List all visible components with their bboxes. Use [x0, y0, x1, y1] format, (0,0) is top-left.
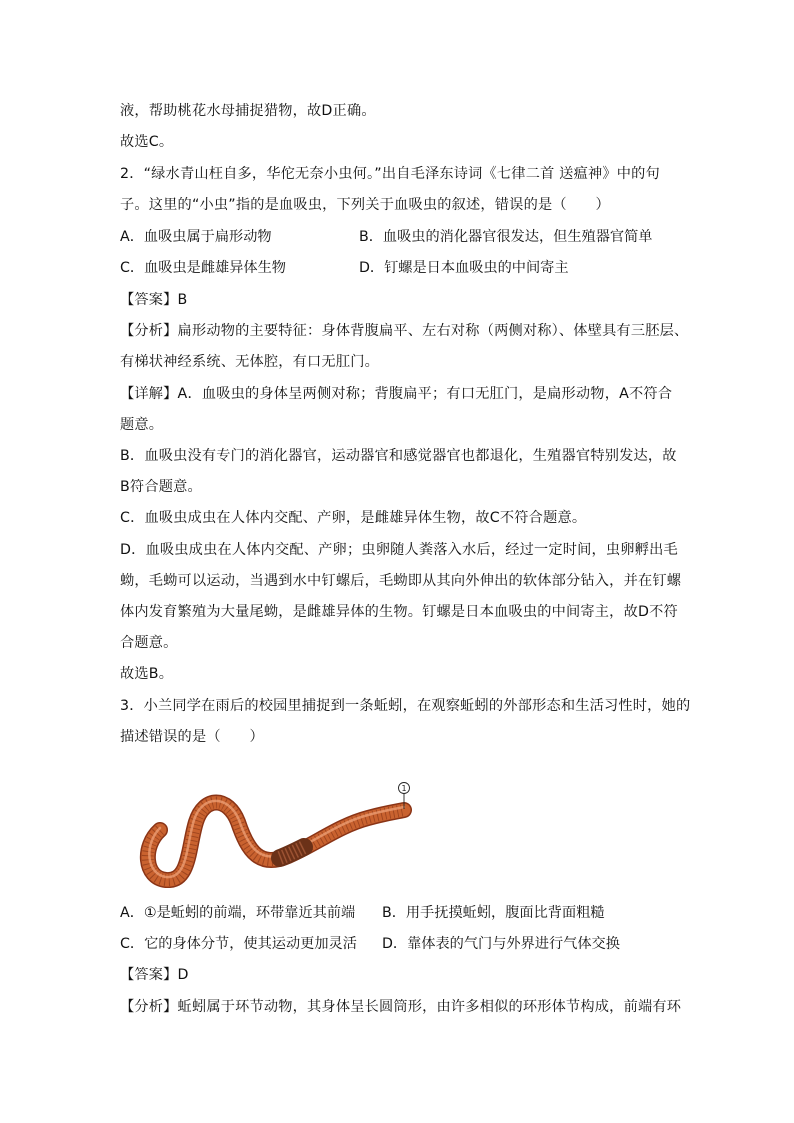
- label-marker-text: 1: [401, 784, 407, 793]
- earthworm-illustration: [138, 778, 428, 888]
- q3-option-b: B．用手抚摸蚯蚓，腹面比背面粗糙: [382, 905, 605, 921]
- question-2-stem: 子。这里的“小虫”指的是血吸虫，下列关于血吸虫的叙述，错误的是（ ）: [120, 197, 610, 213]
- detail-text: D．血吸虫成虫在人体内交配、产卵；虫卵随人粪落入水后，经过一定时间，虫卵孵出毛: [120, 542, 678, 558]
- text-line: 故选C。: [120, 134, 174, 150]
- detail-text: B．血吸虫没有专门的消化器官，运动器官和感觉器官也都退化，生殖器官特别发达，故: [120, 448, 677, 464]
- detail-text: 题意。: [120, 417, 164, 433]
- text-line: 液，帮助桃花水母捕捉猎物，故D正确。: [120, 103, 376, 119]
- analysis-text: 【分析】蚯蚓属于环节动物，其身体呈长圆筒形，由许多相似的环形体节构成，前端有环: [120, 999, 682, 1015]
- q2-option-a: A．血吸虫属于扁形动物: [120, 229, 272, 245]
- question-2-stem: 2．“绿水青山枉自多，华佗无奈小虫何。”出自毛泽东诗词《七律二首 送瘟神》中的句: [120, 166, 660, 182]
- analysis-text: 【分析】扁形动物的主要特征：身体背腹扁平、左右对称（两侧对称）、体壁具有三胚层、: [120, 323, 689, 339]
- q2-option-b: B．血吸虫的消化器官很发达，但生殖器官简单: [359, 229, 653, 245]
- question-3-stem: 3．小兰同学在雨后的校园里捕捉到一条蚯蚓，在观察蚯蚓的外部形态和生活习性时，她的: [120, 698, 691, 714]
- answer-label: 【答案】B: [120, 292, 188, 308]
- conclusion-text: 故选B。: [120, 666, 174, 682]
- question-3-stem: 描述错误的是（ ）: [120, 729, 264, 745]
- q3-option-d: D．靠体表的气门与外界进行气体交换: [382, 936, 620, 952]
- detail-text: B符合题意。: [120, 479, 202, 495]
- detail-text: 体内发育繁殖为大量尾蚴，是雌雄异体的生物。钉螺是日本血吸虫的中间寄主，故D不符: [120, 604, 678, 620]
- detail-text: C．血吸虫成虫在人体内交配、产卵，是雌雄异体生物，故C不符合题意。: [120, 510, 587, 526]
- answer-label: 【答案】D: [120, 967, 189, 983]
- detail-text: 合题意。: [120, 635, 178, 651]
- q2-option-c: C．血吸虫是雌雄异体生物: [120, 260, 286, 276]
- q3-option-c: C．它的身体分节，使其运动更加灵活: [120, 936, 357, 952]
- q2-option-d: D．钉螺是日本血吸虫的中间寄主: [359, 260, 569, 276]
- detail-text: 【详解】A．血吸虫的身体呈两侧对称；背腹扁平；有口无肛门，是扁形动物，A不符合: [120, 386, 673, 402]
- q3-option-a: A．①是蚯蚓的前端，环带靠近其前端: [120, 905, 356, 921]
- analysis-text: 有梯状神经系统、无体腔，有口无肛门。: [120, 354, 379, 370]
- detail-text: 蚴，毛蚴可以运动，当遇到水中钉螺后，毛蚴即从其向外伸出的软体部分钻入，并在钉螺: [120, 573, 682, 589]
